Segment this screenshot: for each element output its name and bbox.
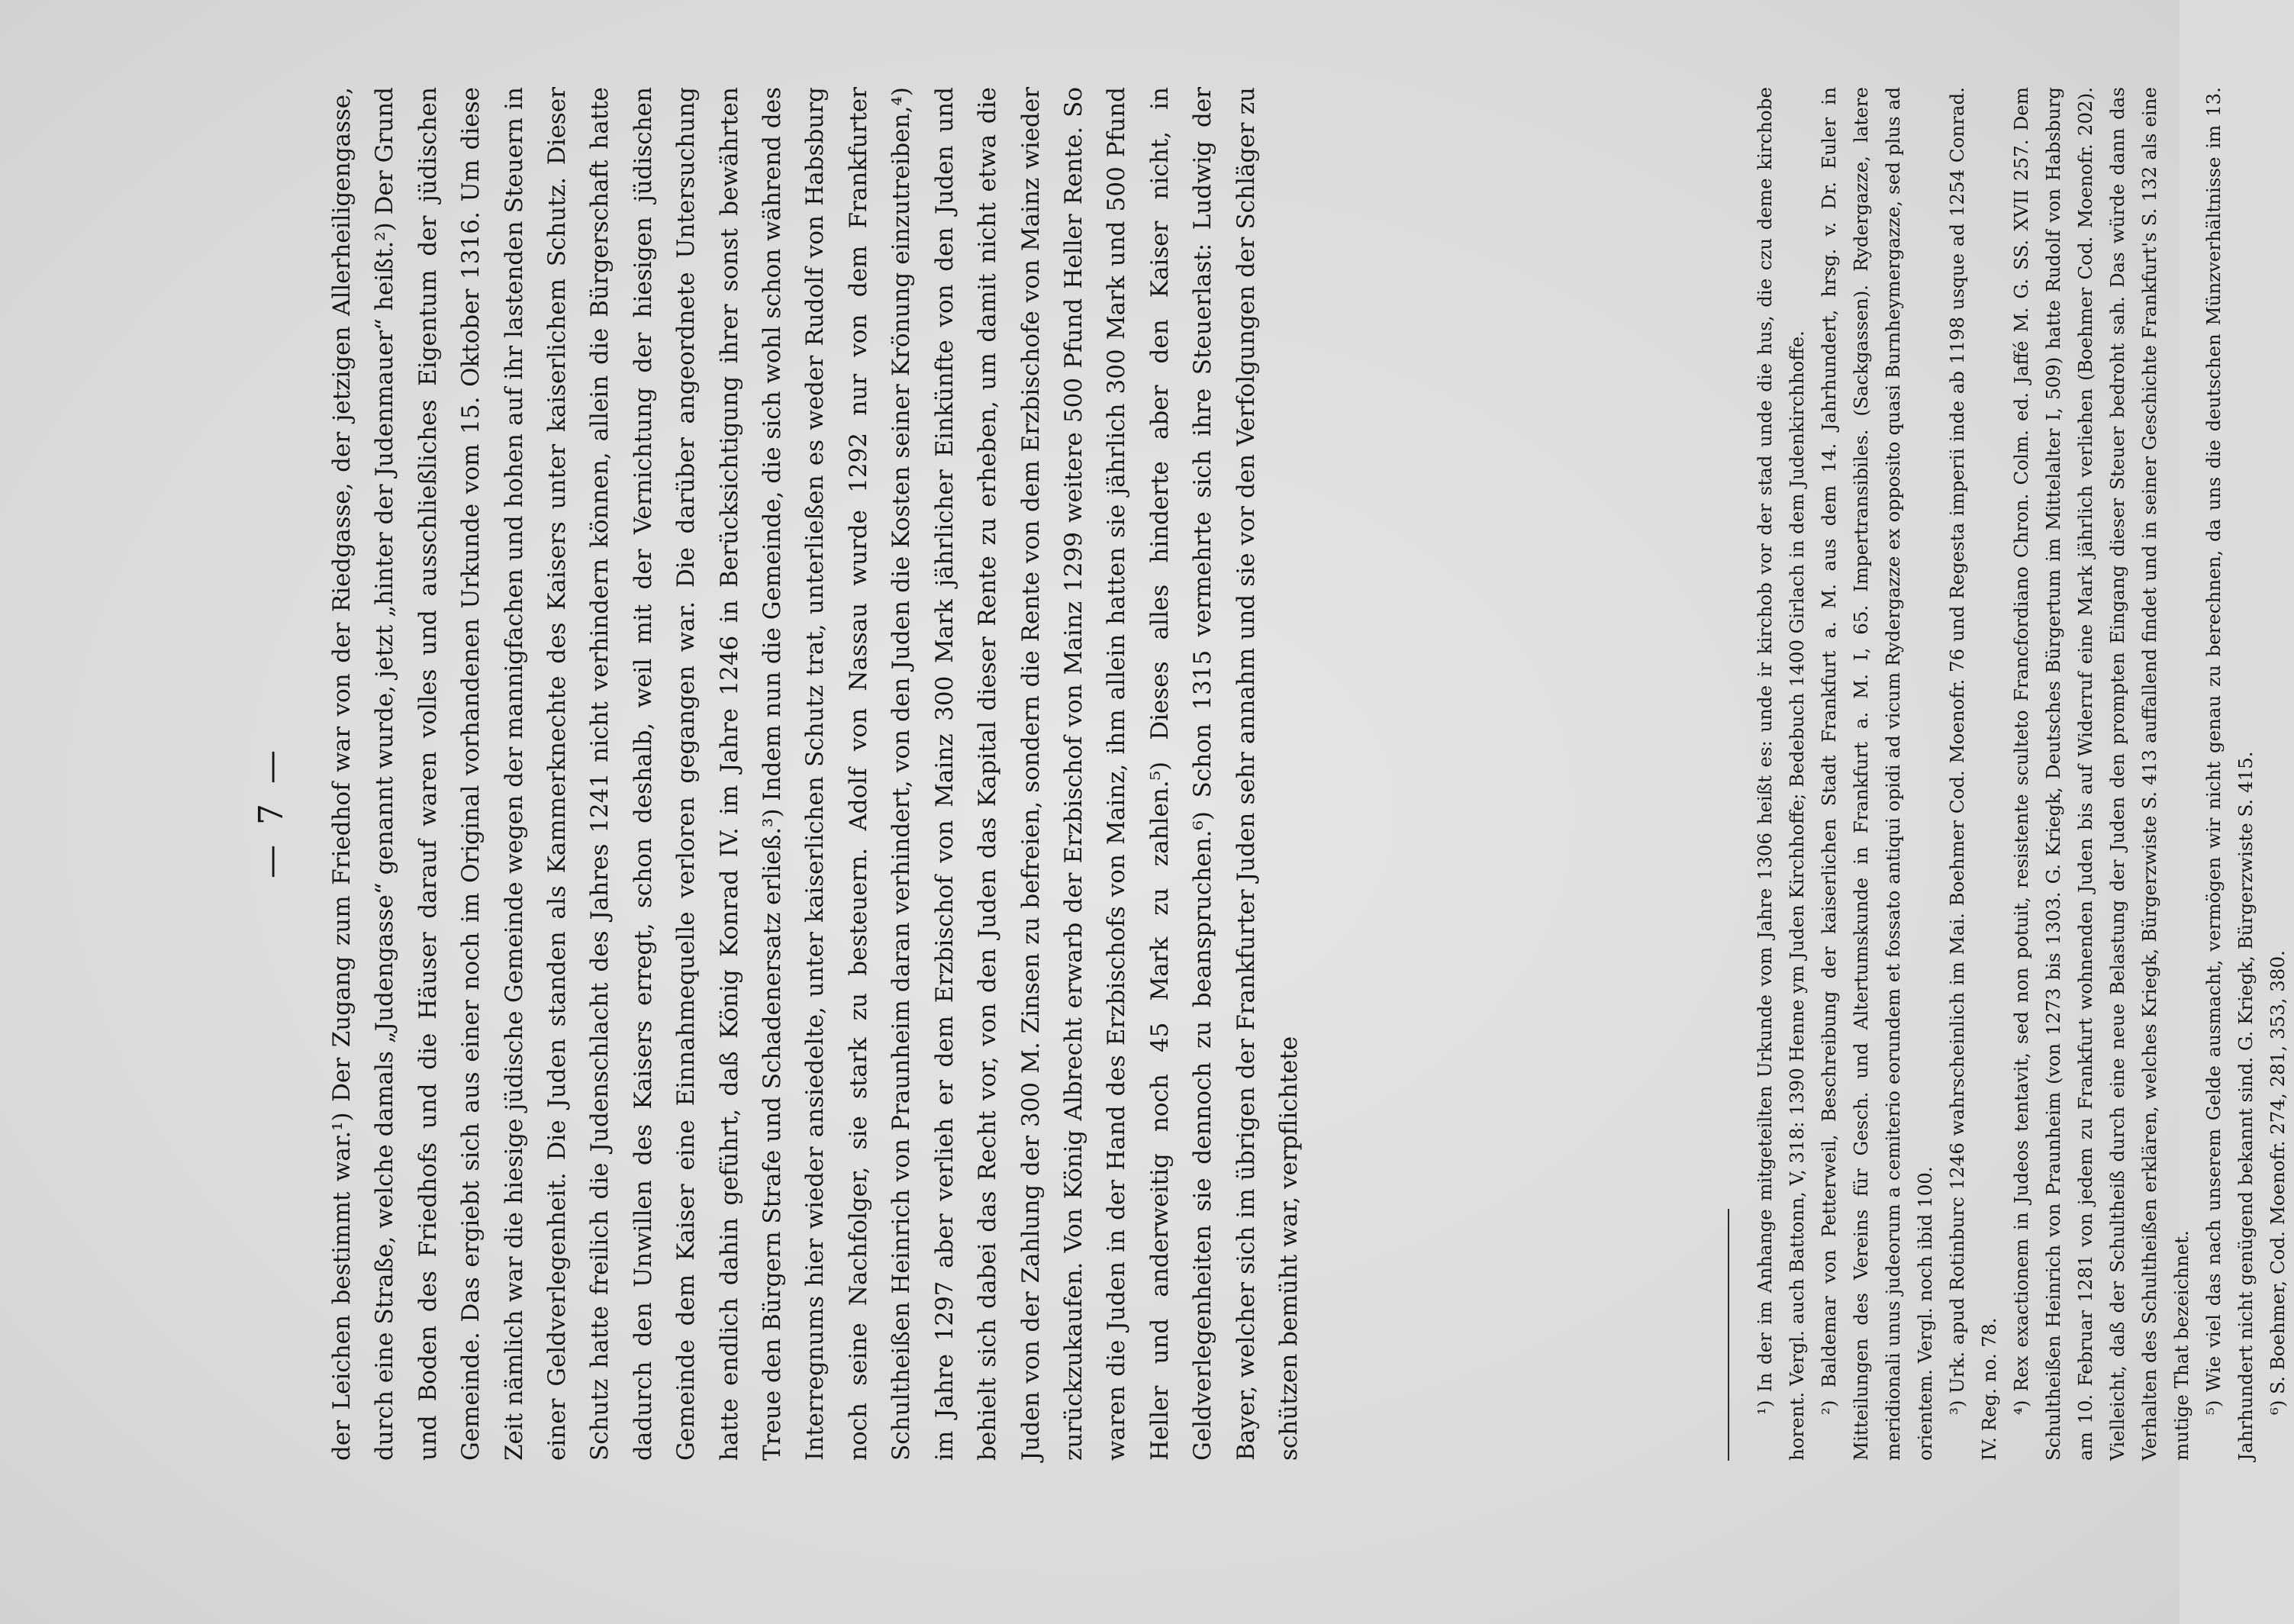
footnote-5: ⁵) Wie viel das nach unserem Gelde ausmacht, vermögen wir nicht genau zu berechnen, da uns die deutschen Münzverhältnisse im 13. Jahrhundert nicht genügend bekannt sind. G. Kriegk, Bürgerzwiste S. 415. [2202, 87, 2257, 1461]
main-body-text [321, 87, 1310, 1461]
footnote-3: ³) Urk. apud Rotinburc 1246 wahrscheinlich im Mai. Boehmer Cod. Moenofr. 76 und Regesta imperii inde ab 1198 usque ad 1254 Conrad. IV. Reg. no. 78. [1946, 87, 2000, 1461]
footnote-1: ¹) In der im Anhange mitgeteilten Urkunde vom Jahre 1306 heißt es: unde ir kirchob vor der stad unde die hus, die czu deme kirchobe horent. Vergl. auch Battonn, V, 318: 1390 Henne ym Juden Kirchhoffe; Bedebuch 1400 Girlach in dem Judenkirchhoffe. [1754, 87, 1808, 1461]
footnote-6: ⁶) S. Boehmer, Cod. Moenofr. 274, 281, 353, 380. [2267, 950, 2289, 1415]
footnote-4: ⁴) Rex exactionem in Judeos tentavit, sed non potuit, resistente sculteto Francfordiano Chron. Colm. ed. Jaffé M. G. SS. XVII 257. Dem Schultheißen Heinrich von Praunheim (von 1273 bis 1303. G. Kriegk, Deutsches Bürgertum im Mittelalter I, 509) hatte Rudolf von Habsburg am 10. Februar 1281 von jedem zu Frankfurt wohnenden Juden bis auf Widerruf eine Mark jährlich verliehen (Boehmer Cod. Moenofr. 202). Vielleicht, daß der Schultheiß durch eine neue Belastung der Juden den prompten Eingang dieser Steuer bedroht sah. Das würde dann das Verhalten des Schultheißen erklären, welches Kriegk, Bürgerzwiste S. 413 auffallend findet und in seiner Geschichte Frankfurt's S. 132 als eine mutige That bezeichnet. [2010, 87, 2193, 1461]
footnotes-section [1749, 87, 2294, 1461]
footnote-divider [1728, 1209, 1729, 1461]
page-number: — 7 — [252, 746, 291, 878]
body-paragraph: der Leichen bestimmt war.¹) Der Zugang zum Friedhof war von der Riedgasse, der jetzigen Allerheiligengasse, durch eine Straße, welche damals „Judengasse“ genannt wurde, jetzt „hinter der Judenmauer“ heißt.²) Der Grund und Boden des Friedhofs und die Häuser darauf waren volles und ausschließliches Eigentum der jüdischen Gemeinde. Das ergiebt sich aus einer noch im Original vorhandenen Urkunde vom 15. Oktober 1316. Um diese Zeit nämlich war die hiesige jüdische Gemeinde wegen der mannigfachen und hohen auf ihr lastenden Steuern in einer Geldverlegenheit. Die Juden standen als Kammerknechte des Kaisers unter kaiserlichem Schutz. Dieser Schutz hatte freilich die Judenschlacht des Jahres 1241 nicht verhindern können, allein die Bürgerschaft hatte dadurch den Unwillen des Kaisers erregt, schon deshalb, weil mit der Vernichtung der hiesigen jüdischen Gemeinde dem Kaiser eine Einnahmequelle verloren gegangen war. Die darüber angeordnete Untersuchung hatte endlich dahin geführt, daß König Konrad IV. im Jahre 1246 in Berücksichtigung ihrer sonst bewährten Treue den Bürgern Strafe und Schadenersatz erließ.³) Indem nun die Gemeinde, die sich wohl schon während des Interregnums hier wieder ansiedelte, unter kaiserlichen Schutz trat, unterließen es weder Rudolf von Habsburg noch seine Nachfolger, sie stark zu besteuern. Adolf von Nassau wurde 1292 nur von dem Frankfurter Schultheißen Heinrich von Praunheim daran verhindert, von den Juden die Kosten seiner Krönung einzutreiben,⁴) im Jahre 1297 aber verlieh er dem Erzbischof von Mainz 300 Mark jährlicher Einkünfte von den Juden und behielt sich dabei das Recht vor, von den Juden das Kapital dieser Rente zu erheben, um damit nicht etwa die Juden von der Zahlung der 300 M. Zinsen zu befreien, sondern die Rente von dem Erzbischofe von Mainz wieder zurückzukaufen. Von König Albrecht erwarb der Erzbischof von Mainz 1299 weitere 500 Pfund Heller Rente. So waren die Juden in der Hand des Erzbischofs von Mainz, ihm allein hatten sie jährlich 300 Mark und 500 Pfund Heller und anderweitig noch 45 Mark zu zahlen.⁵) Dieses alles hinderte aber den Kaiser nicht, in Geldverlegenheiten sie dennoch zu beanspruchen.⁶) Schon 1315 vermehrte sich ihre Steuerlast: Ludwig der Bayer, welcher sich im übrigen der Frankfurter Juden sehr annahm und sie vor den Verfolgungen der Schläger zu schützen bemüht war, verpflichtete [328, 87, 1303, 1461]
footnote-2: ²) Baldemar von Petterweil, Beschreibung der kaiserlichen Stadt Frankfurt a. M. aus dem 14. Jahrhundert, hrsg. v. Dr. Euler in Mitteilungen des Vereins für Gesch. und Altertumskunde in Frankfurt a. M. I, 65. Impertransibiles. (Sackgassen). Rydergazze, latere meridionali unus judeorum a cemiterio eorundem et fossato antiqui opidi ad vicum Rydergazze ex opposito quasi Burnheymergazze, sed plus ad orientem. Vergl. noch ibid 100. [1818, 87, 1936, 1461]
